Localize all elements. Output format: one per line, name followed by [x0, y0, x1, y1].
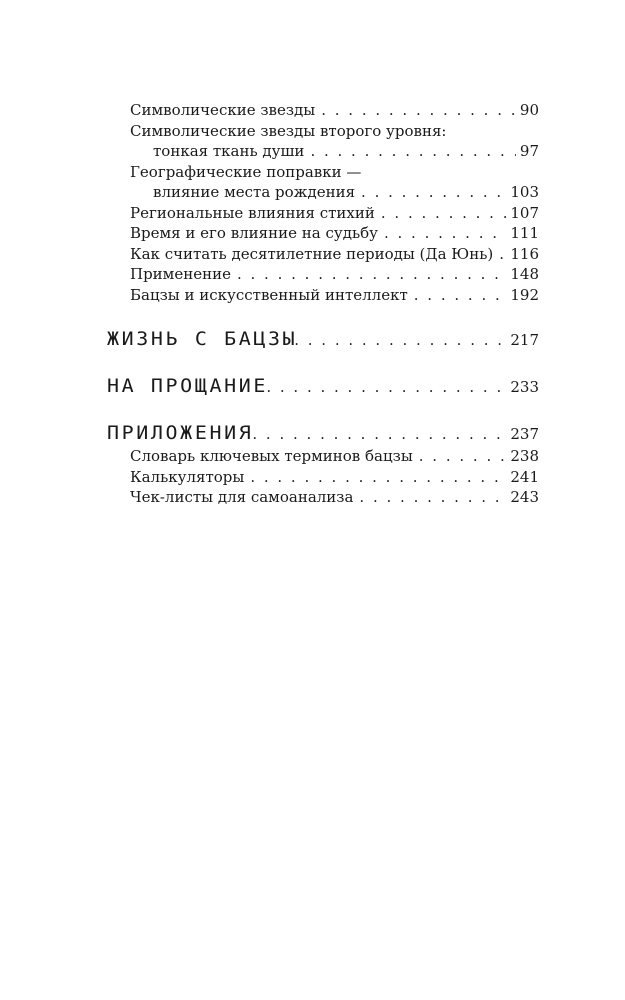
- toc-entry-title: Бацзы и искусственный интеллект: [130, 285, 408, 304]
- toc-chapter-page: 233: [510, 378, 539, 396]
- dot-leader: [252, 422, 506, 446]
- dot-leader: [381, 203, 506, 224]
- toc-chapter[interactable]: [107, 374, 539, 399]
- toc-entry-page: 241: [510, 467, 539, 486]
- toc-entry-page: 90: [519, 101, 539, 119]
- toc-chapter[interactable]: [107, 327, 539, 352]
- toc-chapter-page: 217: [510, 331, 539, 349]
- toc-chapter-title: НА ПРОЩАНИЕ: [107, 375, 269, 397]
- toc-entry-title: Применение: [130, 265, 231, 283]
- toc-entry-title: тонкая ткань души: [153, 142, 305, 160]
- toc-entry[interactable]: [107, 141, 539, 162]
- toc-chapter-title: ПРИЛОЖЕНИЯ: [107, 422, 254, 444]
- toc-entry-title-line: Символические звезды второго уровня:: [130, 121, 447, 140]
- toc-entry[interactable]: [107, 487, 539, 508]
- dot-leader: [310, 141, 515, 162]
- toc-chapter-page: 237: [510, 425, 539, 443]
- toc-entry-page: 97: [519, 142, 539, 160]
- dot-leader: [294, 328, 506, 352]
- toc-entry-title: влияние места рождения: [153, 183, 356, 201]
- toc-entry-page: 238: [510, 447, 539, 465]
- dot-leader: [250, 467, 506, 488]
- toc-entry-page: 111: [510, 224, 539, 242]
- toc-chapter-title: ЖИЗНЬ С БАЦЗЫ: [107, 328, 298, 350]
- toc-entry-title: Как считать десятилетние периоды (Да Юнь): [130, 244, 494, 263]
- toc-entry-page: 148: [510, 265, 539, 283]
- toc-entry-page: 107: [510, 203, 539, 222]
- toc-entry[interactable]: [107, 182, 539, 203]
- dot-leader: [359, 487, 506, 508]
- dot-leader: [321, 100, 516, 121]
- toc-entry-title: Словарь ключевых терминов бацзы: [130, 447, 413, 465]
- toc-entry-page: 116: [510, 244, 539, 263]
- toc-entry[interactable]: [107, 446, 539, 467]
- toc-entry-title: Чек-листы для самоанализа: [130, 488, 354, 506]
- toc-entry[interactable]: [107, 264, 539, 285]
- toc-entry[interactable]: [107, 244, 539, 265]
- dot-leader: [419, 446, 507, 467]
- dot-leader: [361, 182, 506, 203]
- dot-leader: [384, 223, 506, 244]
- dot-leader: [237, 264, 506, 285]
- toc-chapter[interactable]: [107, 421, 539, 446]
- toc-entry-title: Время и его влияние на судьбу: [130, 224, 378, 242]
- toc-entry-title: Калькуляторы: [130, 467, 245, 486]
- toc-entry[interactable]: [107, 467, 539, 488]
- dot-leader: [499, 244, 506, 265]
- toc-entry-page: 103: [510, 183, 539, 201]
- toc-entry[interactable]: [107, 203, 539, 224]
- dot-leader: [414, 285, 507, 306]
- toc-entry-title-line: Географические поправки —: [130, 162, 362, 181]
- toc-entry-title: Региональные влияния стихий: [130, 203, 375, 222]
- toc-entry[interactable]: [107, 223, 539, 244]
- toc-entry[interactable]: [107, 285, 539, 306]
- dot-leader: [266, 375, 506, 399]
- toc-entry-page: 192: [510, 285, 539, 304]
- table-of-contents: [107, 100, 539, 508]
- toc-entry-page: 243: [510, 488, 539, 506]
- toc-entry-title: Символические звезды: [130, 101, 316, 119]
- toc-entry[interactable]: [107, 100, 539, 121]
